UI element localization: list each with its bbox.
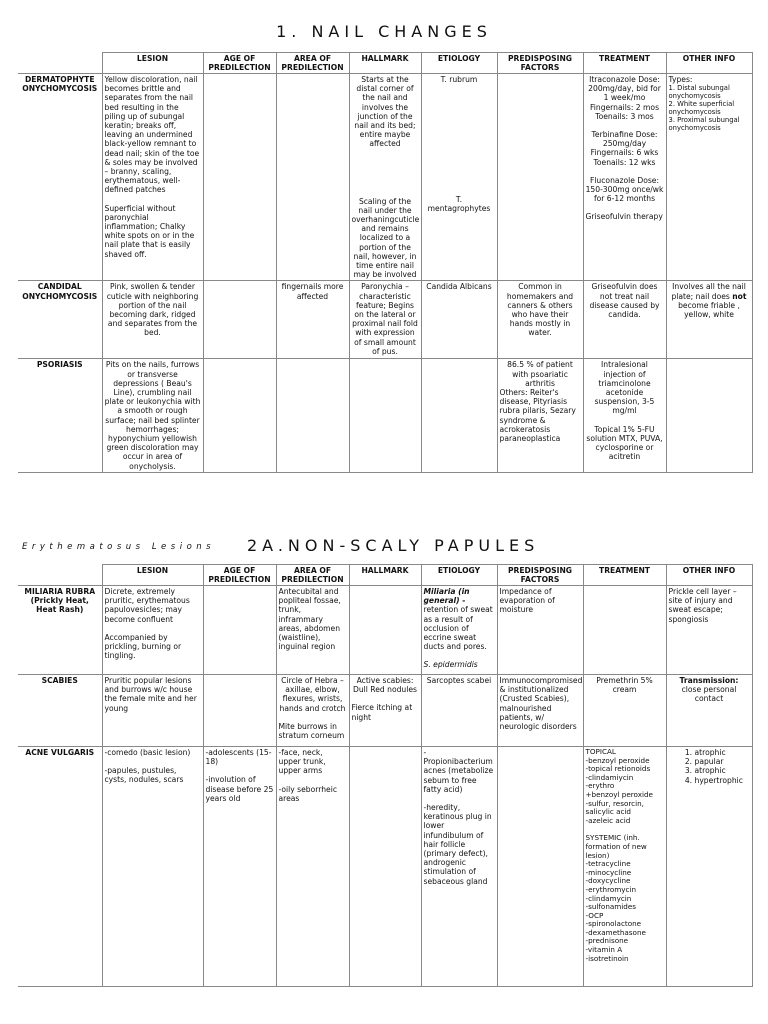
- cell-hallmark: [349, 586, 421, 675]
- header-predisposing: PREDISPOSING FACTORS: [497, 565, 583, 586]
- treatment-line: -minocycline: [585, 867, 632, 877]
- cell-text: -oily seborrheic areas: [278, 784, 337, 803]
- cell-age: [203, 74, 276, 281]
- cell-hallmark: Paronychia – characteristic feature; Begins on the lateral or proximal nail fold with expression of small amount of pus.: [349, 281, 421, 359]
- cell-etiology: [421, 586, 497, 675]
- cell-age: [203, 586, 276, 675]
- cell-text: become friable , yellow, white: [678, 300, 740, 320]
- table-row: [18, 74, 752, 281]
- treatment-line: -erythro: [585, 781, 615, 791]
- cell-treatment: [583, 74, 666, 281]
- cell-treatment: [583, 747, 666, 987]
- cell-other-info: Prickle cell layer – site of injury and sweat escape; spongiosis: [666, 586, 752, 675]
- table-row: [18, 675, 752, 747]
- cell-text: Fluconazole Dose: 150-300mg once/wk for 6-12 months: [585, 175, 664, 204]
- cell-text: S. epidermidis: [423, 660, 478, 670]
- treatment-line: -isotretinoin: [585, 953, 629, 963]
- treatment-line: -doxycycline: [585, 876, 631, 886]
- header-hallmark: HALLMARK: [349, 53, 421, 74]
- cell-hallmark: [349, 74, 421, 281]
- cell-hallmark: [349, 747, 421, 987]
- cell-text: Types:: [668, 75, 693, 84]
- cell-text: Starts at the distal corner of the nail and involves the junction of the nail and its bed; entire maybe affected: [354, 75, 416, 149]
- cell-text: Circle of Hebra – axillae, elbow, flexures, wrists, hands and crotch: [279, 676, 346, 713]
- treatment-line: -sulfonamides: [585, 902, 637, 912]
- cell-etiology: Candida Albicans: [421, 281, 497, 359]
- treatment-line: -OCP: [585, 910, 604, 920]
- cell-lesion: Pits on the nails, furrows or transverse depressions ( Beau's Line), crumbling nail plate or leukonychia with a smooth or rough surface; nail bed splinter hemorrhages; hyponychium yellowish green discoloration may occur in area of onycholysis.: [102, 359, 203, 472]
- row-header-scabies: SCABIES: [18, 675, 102, 747]
- cell-text: - Propionibacterium acnes (metabolize sebum to free fatty acid): [423, 748, 494, 794]
- table-row: [18, 586, 752, 675]
- section-title-non-scaly-papules: 2A.NON-SCALY PAPULES: [247, 536, 540, 555]
- cell-text: Active scabies: Dull Red nodules: [353, 676, 417, 695]
- cell-text: -involution of disease before 25 years old: [205, 775, 274, 803]
- header-corner: [18, 565, 102, 586]
- treatment-line: SYSTEMIC (inh. formation of new lesion): [585, 833, 647, 860]
- header-lesion: LESION: [102, 565, 203, 586]
- treatment-line: -clindamiycin: [585, 772, 634, 782]
- cell-treatment: Premethrin 5% cream: [583, 675, 666, 747]
- list-item: 4. hypertrophic: [695, 776, 750, 785]
- treatment-line: TOPICAL: [585, 747, 616, 756]
- cell-text: Mite burrows in stratum corneum: [278, 721, 345, 741]
- header-lesion: LESION: [102, 53, 203, 74]
- treatment-line: +benzoyl peroxide: [585, 789, 653, 799]
- cell-text: 2. White superficial onychomycosis: [668, 100, 735, 117]
- cell-area: fingernails more affected: [276, 281, 349, 359]
- header-other-info: OTHER INFO: [666, 53, 752, 74]
- cell-text: -comedo (basic lesion): [104, 748, 191, 757]
- row-header-psoriasis: PSORIASIS: [18, 359, 102, 472]
- cell-text: -adolescents (15-18): [205, 748, 272, 767]
- list-item: 1. atrophic: [695, 748, 750, 757]
- treatment-systemic-list: [586, 834, 664, 963]
- cell-other-info: [666, 747, 752, 987]
- treatment-topical-list: [586, 748, 664, 825]
- header-etiology: ETIOLOGY: [421, 565, 497, 586]
- treatment-line: -prednisone: [585, 936, 629, 946]
- cell-hallmark: [349, 359, 421, 472]
- cell-lesion: [102, 586, 203, 675]
- cell-area: [276, 747, 349, 987]
- treatment-line: -dexamethasone: [585, 927, 646, 937]
- treatment-line: -benzoyl peroxide: [585, 755, 650, 765]
- cell-predisposing: Impedance of evaporation of moisture: [497, 586, 583, 675]
- table-header-row: [18, 53, 752, 74]
- cell-other-info: [666, 359, 752, 472]
- cell-lesion: Pink, swollen & tender cuticle with neighboring portion of the nail becoming dark, ridged and separates from the bed.: [102, 281, 203, 359]
- cell-text: Superficial without paronychial inflammation; Chalky white spots on or in the nail plate that is easily shaved off.: [104, 203, 195, 259]
- cell-age: [203, 675, 276, 747]
- cell-age: [203, 281, 276, 359]
- cell-text: T. mentagrophytes: [427, 195, 491, 214]
- header-etiology: ETIOLOGY: [421, 53, 497, 74]
- cell-treatment: Griseofulvin does not treat nail disease caused by candida.: [583, 281, 666, 359]
- cell-age: [203, 359, 276, 472]
- cell-other-info: [666, 281, 752, 359]
- cell-predisposing: Immunocompromised & institutionalized (Crusted Scabies), malnourished patients, w/ neurologic disorders: [497, 675, 583, 747]
- cell-text: retention of sweat as a result of occlusion of eccrine sweat ducts and pores.: [423, 605, 493, 652]
- cell-etiology: [421, 747, 497, 987]
- cell-area: Antecubital and popliteal fossae, trunk, inframmary areas, abdomen (waistline), inguinal region: [276, 586, 349, 675]
- cell-area: [276, 359, 349, 472]
- cell-text: 86.5 % of patient with psoariatic arthritis: [507, 360, 573, 388]
- list-item: 3. atrophic: [695, 766, 750, 775]
- cell-other-info: [666, 74, 752, 281]
- header-hallmark: HALLMARK: [349, 565, 421, 586]
- cell-text: 3. Proximal subungal onychomycosis: [668, 116, 740, 133]
- nail-changes-table: [18, 52, 753, 473]
- header-other-info: OTHER INFO: [666, 565, 752, 586]
- cell-predisposing: Common in homemakers and canners & others who have their hands mostly in water.: [497, 281, 583, 359]
- cell-text: -papules, pustules, cysts, nodules, scars: [104, 766, 184, 785]
- cell-text: Griseofulvin therapy: [585, 212, 663, 222]
- cell-area: [276, 675, 349, 747]
- header-area: AREA OF PREDILECTION: [276, 565, 349, 586]
- table-row: [18, 281, 752, 359]
- cell-treatment: [583, 359, 666, 472]
- cell-text: Intralesional injection of triamcinolone acetonide suspension, 3-5 mg/ml: [594, 360, 655, 416]
- acne-types-list: [669, 748, 750, 785]
- cell-text-bold: not: [732, 291, 747, 301]
- treatment-line: -topical retionoids: [585, 764, 651, 774]
- cell-predisposing: [497, 359, 583, 472]
- treatment-line: -azeleic acid: [585, 815, 631, 825]
- cell-lesion: [102, 747, 203, 987]
- header-age: AGE OF PREDILECTION: [203, 53, 276, 74]
- header-age: AGE OF PREDILECTION: [203, 565, 276, 586]
- header-predisposing: PREDISPOSING FACTORS: [497, 53, 583, 74]
- cell-text: Terbinafine Dose: 250mg/day Fingernails: 6 wks Toenails: 12 wks: [590, 130, 659, 167]
- cell-text: close personal contact: [681, 685, 737, 704]
- row-header-acne-vulgaris: ACNE VULGARIS: [18, 747, 102, 987]
- treatment-line: -sulfur, resorcin, salicylic acid: [585, 798, 644, 817]
- cell-text: Fierce itching at night: [351, 703, 413, 722]
- treatment-line: -tetracycline: [585, 859, 631, 869]
- cell-text: Involves all the nail plate; nail does: [671, 282, 746, 301]
- header-treatment: TREATMENT: [583, 53, 666, 74]
- cell-text: Scaling of the nail under the overhaningcuticle and remains localized to a portion of the nail, however, in time entire nail may be involved: [351, 196, 420, 280]
- treatment-line: -vitamin A: [585, 945, 623, 955]
- header-corner: [18, 53, 102, 74]
- cell-area: [276, 74, 349, 281]
- row-header-candidal: CANDIDAL ONYCHOMYCOSIS: [18, 281, 102, 359]
- cell-hallmark: [349, 675, 421, 747]
- cell-text: Dicrete, extremely pruritic, erythematous papulovesicles; may become confluent: [104, 587, 190, 624]
- cell-text-bold: Transmission:: [679, 676, 739, 685]
- table-row: [18, 359, 752, 472]
- row-header-miliaria-rubra: MILIARIA RUBRA (Prickly Heat, Heat Rash): [18, 586, 102, 675]
- cell-lesion: Pruritic popular lesions and burrows w/c house the female mite and her young: [102, 675, 203, 747]
- list-item: 2. papular: [695, 757, 750, 766]
- cell-text: T. rubrum: [440, 75, 478, 84]
- treatment-line: -spironolactone: [585, 919, 642, 929]
- section-subtitle-erythematosus: Erythematosus Lesions: [22, 542, 216, 552]
- cell-text: Itraconazole Dose: 200mg/day, bid for 1 week/mo Fingernails: 2 mos Toenails: 3 mos: [588, 75, 661, 121]
- cell-age: [203, 747, 276, 987]
- header-area: AREA OF PREDILECTION: [276, 53, 349, 74]
- cell-text: [424, 587, 495, 605]
- treatment-line: -erythromycin: [585, 884, 637, 894]
- non-scaly-papules-table: [18, 564, 753, 987]
- cell-etiology: Sarcoptes scabei: [421, 675, 497, 747]
- row-header-dermatophyte: DERMATOPHYTE ONYCHOMYCOSIS: [18, 74, 102, 281]
- section-title-nail-changes: 1. NAIL CHANGES: [276, 22, 492, 41]
- cell-text: -heredity, keratinous plug in lower infundibulum of hair follicle (primary defect), androgenic stimulation of sebaceous gland: [423, 803, 492, 886]
- cell-text: Others: Reiter's disease, Pityriasis rubra pilaris, Sezary syndrome & acrokeratosis paraneoplastica: [499, 388, 576, 444]
- cell-text: Accompanied by prickling, burning or tingling.: [104, 632, 182, 661]
- cell-text-bold: Miliaria (in general) -: [423, 587, 470, 606]
- cell-text: Yellow discoloration, nail becomes brittle and separates from the nail bed resulting in the piling up of subungal keratin; breaks off, leaving an undermined black-yellow remnant to dead nail; skin of the toe & soles may be involved – branny, scaling, erythematous, well-defined patches: [104, 75, 200, 195]
- cell-lesion: [102, 74, 203, 281]
- treatment-line: -clindamycin: [585, 893, 632, 903]
- cell-predisposing: [497, 74, 583, 281]
- cell-predisposing: [497, 747, 583, 987]
- cell-treatment: [583, 586, 666, 675]
- cell-etiology: [421, 359, 497, 472]
- cell-text: -face, neck, upper trunk, upper arms: [278, 748, 326, 776]
- cell-etiology: [421, 74, 497, 281]
- cell-other-info: [666, 675, 752, 747]
- cell-text: Topical 1% 5-FU solution MTX, PUVA, cyclosporine or acitretin: [586, 424, 663, 462]
- cell-text: 1. Distal subungal onychomycosis: [668, 84, 730, 101]
- header-treatment: TREATMENT: [583, 565, 666, 586]
- table-header-row: [18, 565, 752, 586]
- table-row: [18, 747, 752, 987]
